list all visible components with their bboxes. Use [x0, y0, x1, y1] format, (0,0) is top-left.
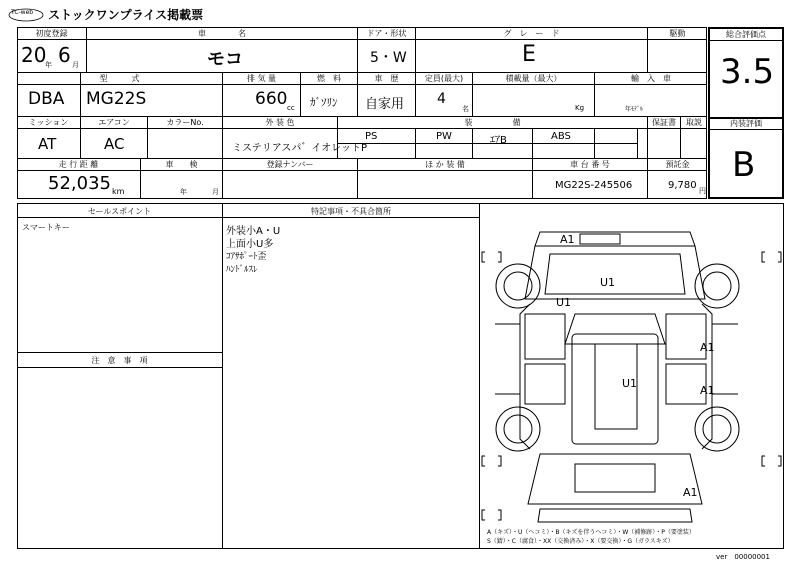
import-label: 輸 入 車 [631, 74, 671, 83]
import-model-year: 年ﾓﾃﾞﾙ [625, 106, 644, 113]
reg-month: 6 [58, 43, 71, 67]
overall-score: 3.5 [720, 52, 775, 92]
model-prefix: DBA [28, 89, 65, 109]
door-type-label: ドア・形状 [366, 29, 407, 38]
exterior-color-label: 外 装 色 [265, 118, 295, 127]
deposit: 9,780 [668, 180, 697, 191]
load-label: 積載量（最大） [505, 74, 562, 83]
remark-item: 外装小A・U [226, 226, 281, 237]
remark-item: ﾊﾝﾄﾞﾙｽﾚ [226, 265, 258, 275]
page-title: ストックワンプライス掲載票 [48, 8, 204, 22]
displacement: 660 [255, 89, 288, 109]
deposit-unit: 円 [699, 187, 706, 195]
damage-legend-line-1: A（キズ）・U（ヘコミ）・B（キズを伴うヘコミ）・W（補修跡）・P（要塗装） [487, 529, 695, 536]
deposit-label: 預託金 [665, 160, 690, 169]
exterior-color: ミステリアスパ゛イオレットP [232, 143, 368, 154]
damage-mark: U1 [556, 296, 572, 309]
mileage-unit: km [112, 187, 125, 196]
damage-legend-line-2: S（錆）・C（腐食）・XX（交換済み）・X（要交換）・G（ガラスキズ） [487, 538, 674, 545]
drive-label: 駆動 [669, 29, 686, 38]
damage-mark: A1 [560, 233, 575, 246]
mileage: 52,035 [48, 173, 111, 194]
displacement-label: 排 気 量 [246, 74, 277, 83]
car-diagram [480, 204, 783, 548]
model-code: MG22S [86, 89, 147, 109]
capacity: 4 [437, 91, 446, 107]
load-unit: Kg [575, 104, 585, 112]
mission-label: ミッション [28, 118, 69, 127]
aircon-label: エアコン [98, 118, 130, 127]
reg-year: 20 [21, 43, 47, 67]
color-no-label: カラーNo. [166, 118, 204, 127]
damage-mark: A1 [700, 341, 715, 354]
logo [8, 7, 44, 21]
car-name: モコ [207, 49, 243, 70]
manual-label: 取説 [686, 118, 702, 127]
plate-label: 登録ナンバー [266, 160, 314, 169]
fuel-label: 燃 料 [317, 74, 341, 83]
model-label: 型 式 [99, 74, 140, 83]
version-label: ver 00000001 [716, 553, 770, 561]
other-equipment-label: ほ か 装 備 [425, 160, 465, 169]
equipment-label: 装 備 [464, 118, 521, 127]
damage-mark: A1 [683, 486, 698, 499]
door-type: 5・W [370, 50, 407, 66]
equipment-4: ABS [551, 131, 571, 142]
vehicle-info-table [17, 27, 707, 199]
notes-title: 注 意 事 項 [91, 356, 148, 365]
remarks-title: 特記事項・不具合箇所 [311, 207, 391, 216]
inspection-year-unit: 年 [180, 188, 187, 196]
fuel: ｶﾞｿﾘﾝ [310, 96, 338, 109]
reg-month-unit: 月 [72, 61, 79, 69]
car-name-label: 車 名 [198, 29, 246, 38]
displacement-unit: cc [287, 104, 295, 112]
chassis-number: MG22S-245506 [555, 180, 633, 191]
damage-mark: U1 [622, 377, 638, 390]
reg-year-unit: 年 [45, 61, 52, 69]
equipment-2: PW [436, 131, 452, 142]
capacity-label: 定員(最大) [424, 74, 464, 83]
aircon: AC [104, 135, 125, 153]
mileage-label: 走 行 距 離 [58, 160, 99, 169]
sales-point-item: スマートキー [22, 223, 70, 232]
history: 自家用 [365, 97, 405, 112]
equipment-3: ｴｱB [490, 135, 507, 146]
overall-score-label: 総合評価点 [726, 30, 766, 39]
damage-mark: A1 [700, 384, 715, 397]
interior-score: B [732, 145, 756, 185]
first-reg-label: 初度登録 [35, 29, 68, 38]
capacity-unit: 名 [462, 105, 469, 113]
remark-item: ｺｱｻﾎﾟｰﾄ歪 [226, 252, 267, 262]
remark-item: 上面小U多 [226, 239, 274, 250]
grade-label: グ レ ー ド [503, 29, 560, 38]
grade: E [522, 42, 536, 67]
interior-score-label: 内装評価 [730, 119, 762, 128]
history-label: 車 歴 [374, 74, 399, 83]
mission: AT [38, 135, 57, 153]
inspection-label: 車 検 [165, 160, 198, 169]
logo-text: TC-web [11, 9, 34, 16]
warranty-label: 保証書 [652, 118, 676, 127]
chassis-label: 車 台 番 号 [570, 160, 610, 169]
inspection-month-unit: 月 [212, 188, 219, 196]
equipment-1: PS [365, 131, 378, 142]
damage-mark: U1 [600, 276, 616, 289]
sales-points-title: セールスポイント [87, 207, 152, 216]
